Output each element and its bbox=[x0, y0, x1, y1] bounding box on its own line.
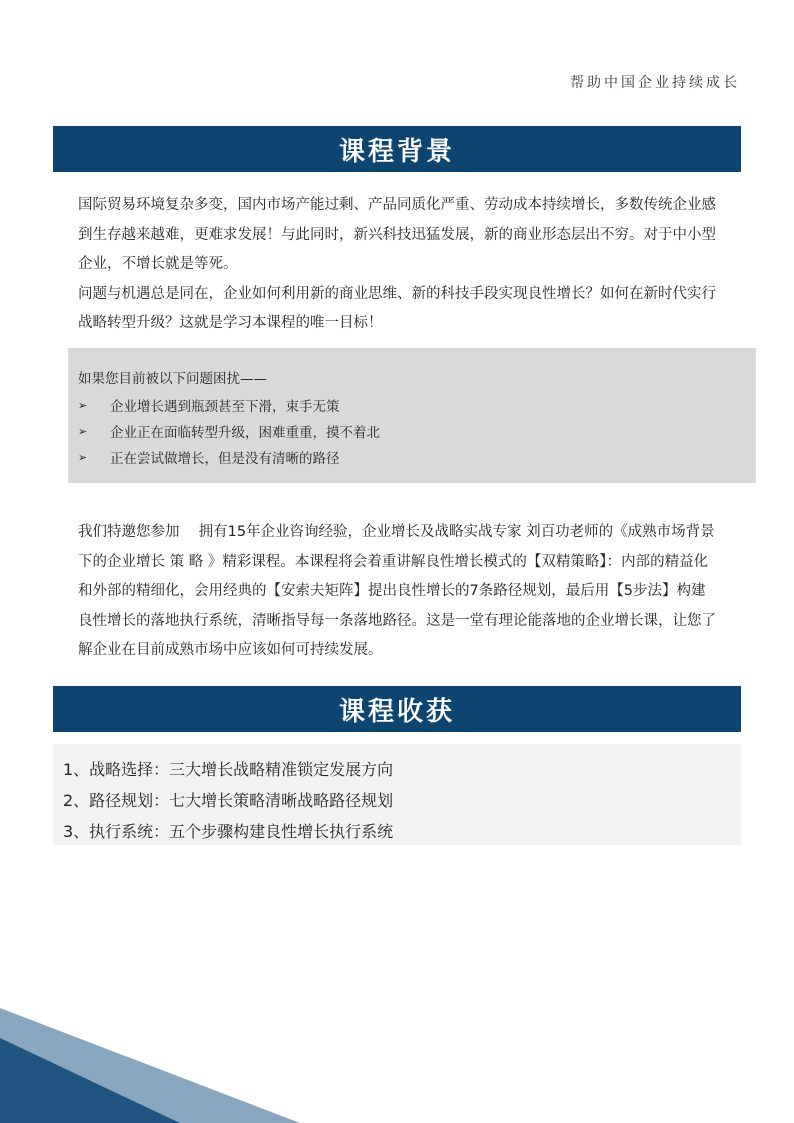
section-title-background: 课程背景 bbox=[338, 136, 455, 167]
problem-item bbox=[78, 418, 756, 444]
problem-item-text: 企业正在面临转型升级，困难重重，摸不着北 bbox=[110, 425, 380, 441]
problem-lead: 如果您目前被以下问题困扰—— bbox=[78, 371, 267, 387]
section-banner-gains bbox=[53, 686, 741, 732]
gain-item: 1、战略选择：三大增长战略精准锁定发展方向 bbox=[63, 760, 394, 779]
invitation-paragraph: 我们特邀您参加 拥有15年企业咨询经验，企业增长及战略实战专家 刘百功老师的《成熟市场背景下的企业增长 策 略 》精彩课程。本课程将会着重讲解良性增长模式的【双精策略】：内部的精益化和外部的精细化，会用经典的【安索夫矩阵】提出良性增长的7条路径规划，最后用【5步法】构建良性增长的落地执行系统，清晰指导每一条落地路径。这是一堂有理论能落地的企业增长课，让您了解企业在目前成熟市场中应该如何可持续发展。 bbox=[78, 524, 716, 658]
gains-box bbox=[53, 744, 741, 845]
corner-decoration bbox=[0, 1008, 300, 1123]
problem-box bbox=[68, 348, 756, 483]
problem-item bbox=[78, 392, 756, 418]
section-title-gains: 课程收获 bbox=[338, 696, 455, 727]
gain-item: 3、执行系统：五个步骤构建良性增长执行系统 bbox=[63, 822, 394, 841]
arrow-bullet-icon: ➢ bbox=[78, 424, 88, 438]
background-intro-text bbox=[78, 191, 718, 339]
background-paragraph-1: 国际贸易环境复杂多变，国内市场产能过剩、产品同质化严重、劳动成本持续增长，多数传统企业感到生存越来越难，更难求发展！与此同时，新兴科技迅猛发展，新的商业形态层出不穷。对于中小型企业，不增长就是等死。 bbox=[78, 197, 716, 272]
header-tagline: 帮助中国企业持续成长 bbox=[570, 75, 740, 91]
problem-item-text: 企业增长遇到瓶颈甚至下滑，束手无策 bbox=[110, 399, 340, 415]
background-paragraph-2: 问题与机遇总是同在，企业如何利用新的商业思维、新的科技手段实现良性增长？如何在新时代实行战略转型升级？这就是学习本课程的唯一目标！ bbox=[78, 285, 716, 331]
section-banner-background bbox=[53, 126, 741, 172]
problem-list bbox=[78, 392, 756, 470]
arrow-bullet-icon: ➢ bbox=[78, 450, 88, 464]
arrow-bullet-icon: ➢ bbox=[78, 398, 88, 412]
problem-item bbox=[78, 444, 756, 470]
invitation-text bbox=[78, 518, 718, 666]
gain-item: 2、路径规划：七大增长策略清晰战略路径规划 bbox=[63, 791, 394, 810]
problem-item-text: 正在尝试做增长，但是没有清晰的路径 bbox=[110, 451, 340, 467]
